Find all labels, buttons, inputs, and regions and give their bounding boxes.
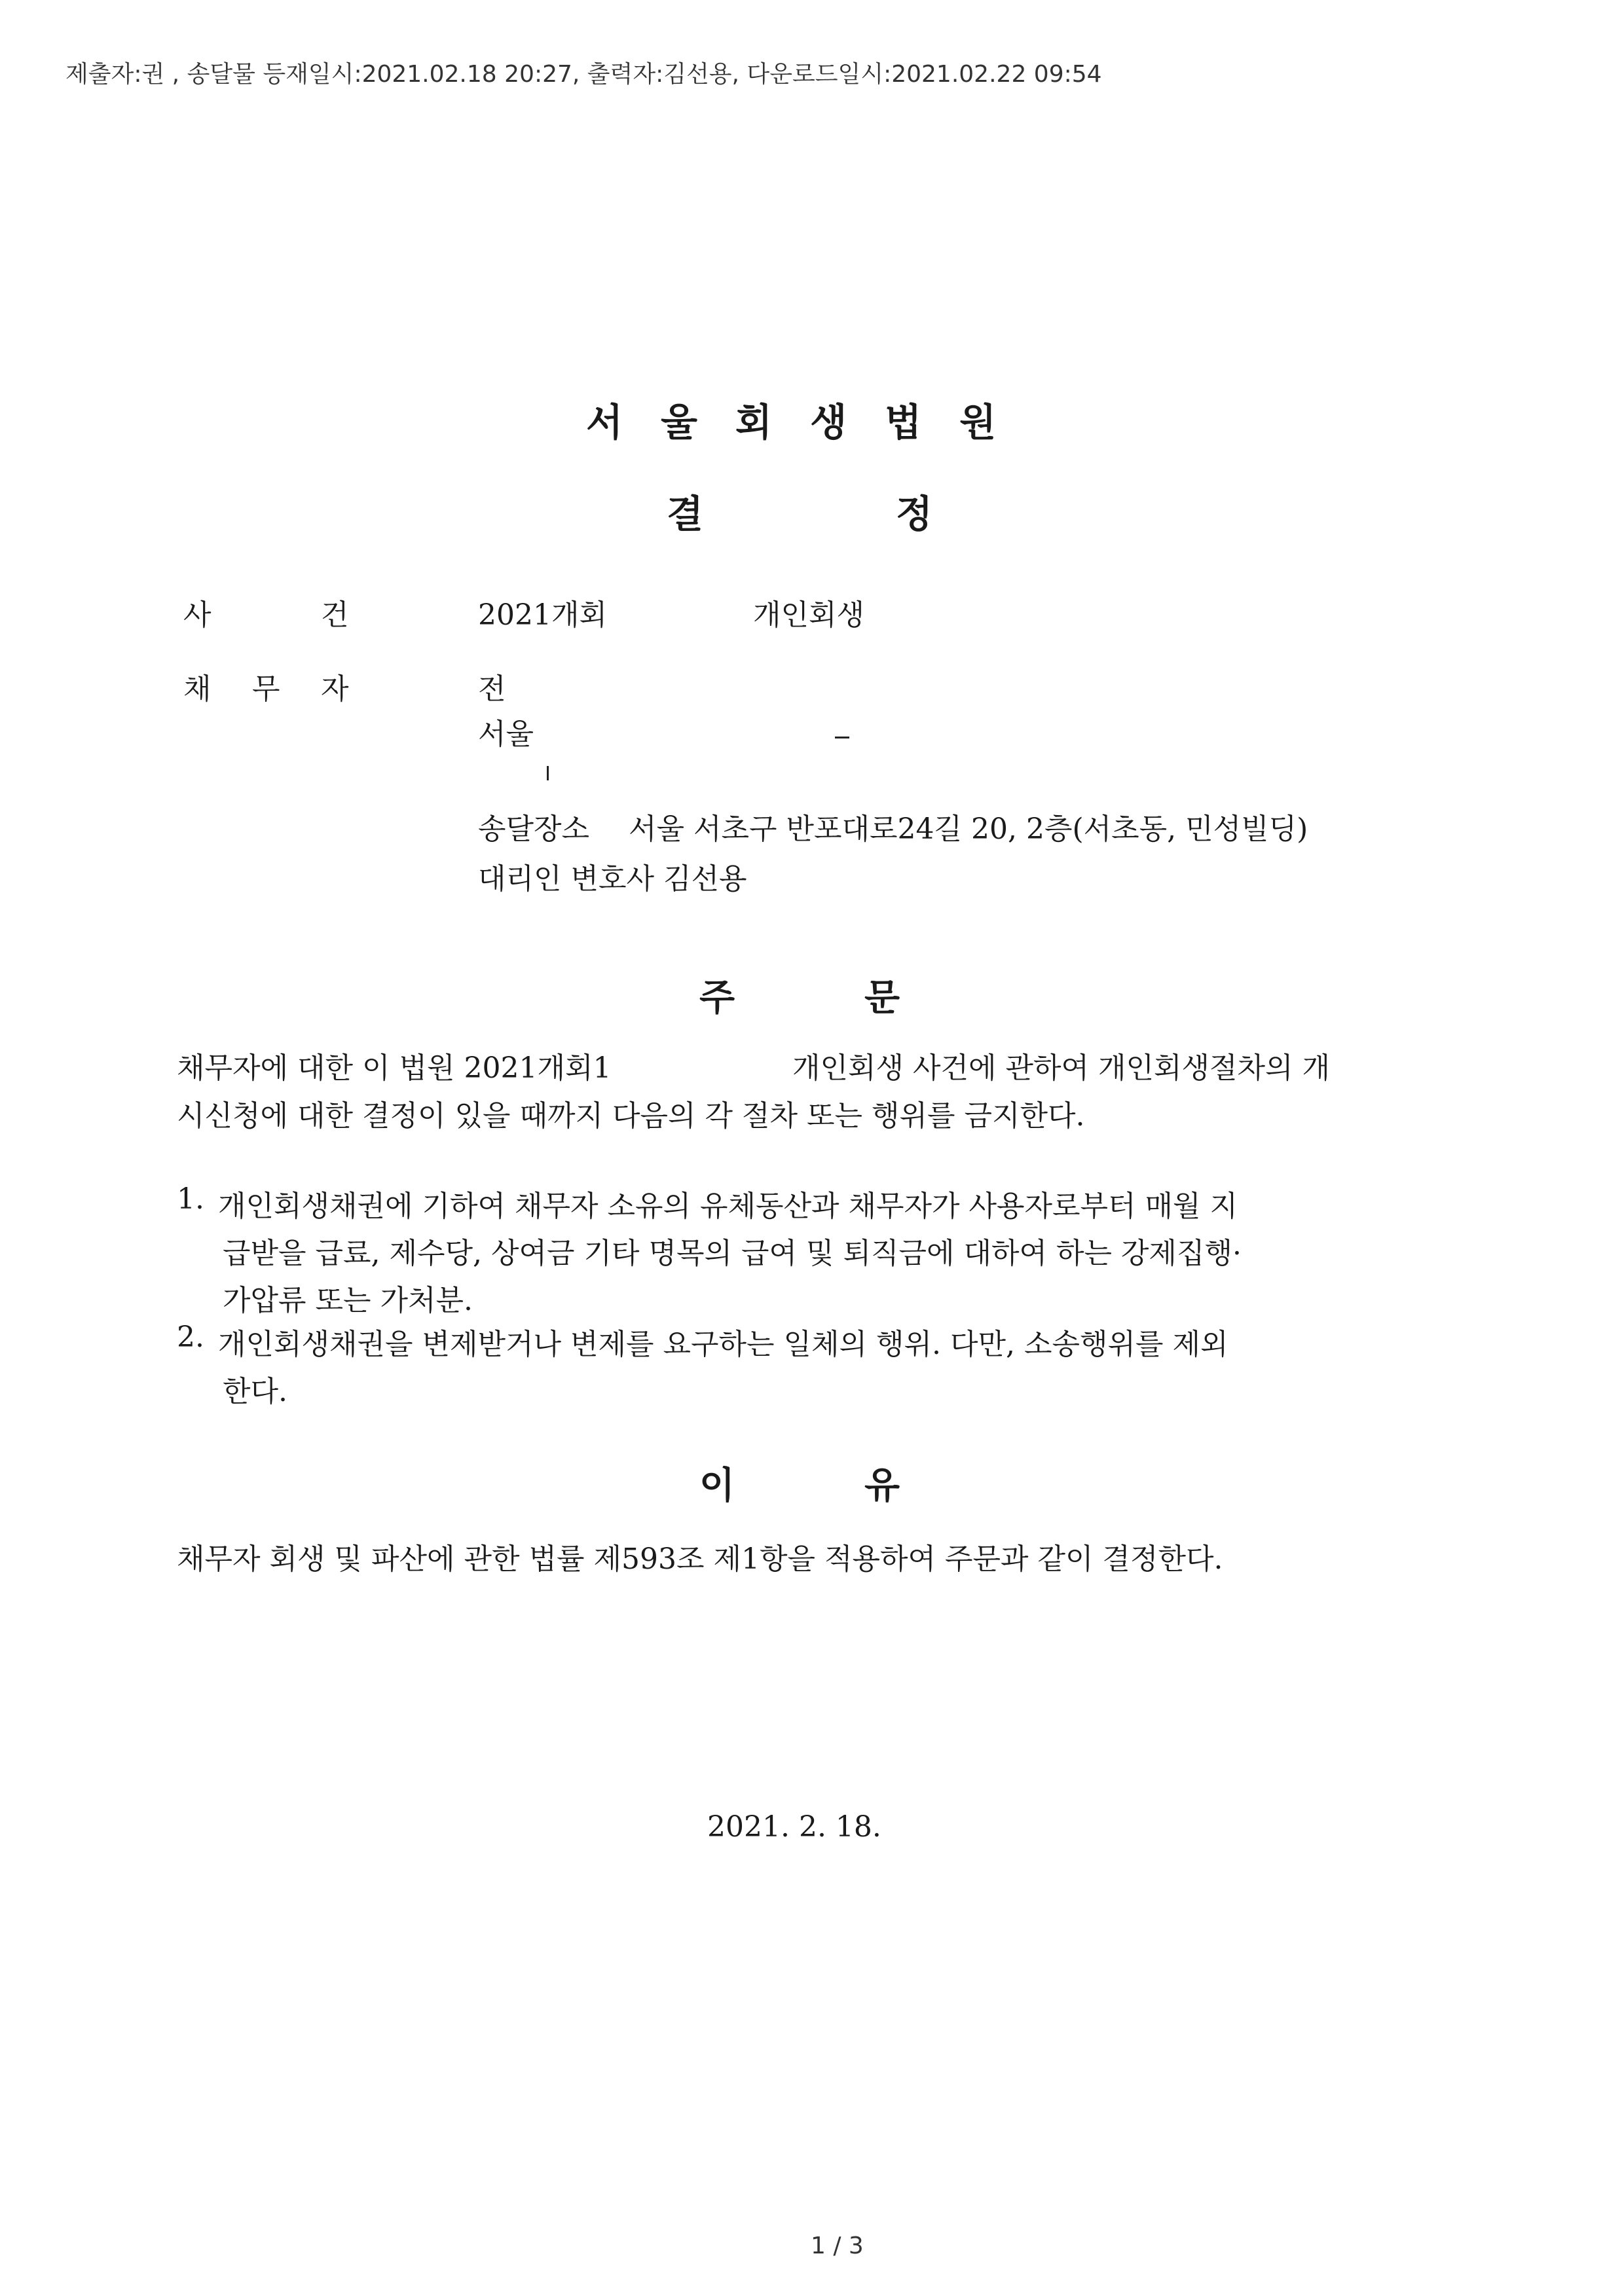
service-address: 서울 서초구 반포대로24길 20, 2층(서초동, 민성빌딩) xyxy=(629,812,1308,846)
debtor-address: 서울 xyxy=(478,718,534,751)
order-item-1-line: 개인회생채권에 기하여 채무자 소유의 유체동산과 채무자가 사용자로부터 매월 지 xyxy=(218,1190,1238,1223)
debtor-label-2: 무 xyxy=(252,672,280,706)
court-name: 서울회생법원 xyxy=(586,400,1035,445)
order-heading-right: 문 xyxy=(864,976,900,1019)
doc-type-right: 정 xyxy=(896,492,933,536)
case-type: 개인회생 xyxy=(753,598,865,632)
order-item-1-number: 1. xyxy=(177,1182,204,1216)
debtor-name: 전 xyxy=(478,672,506,706)
order-intro-part1: 채무자에 대한 이 법원 2021개회1 xyxy=(177,1051,612,1085)
reason-heading-right: 유 xyxy=(864,1464,900,1507)
case-label-1: 사 xyxy=(183,598,212,632)
redaction-residue-mark xyxy=(835,737,849,738)
submission-header: 제출자:권 , 송달물 등재일시:2021.02.18 20:27, 출력자:김선용, 다운로드일시:2021.02.22 09:54 xyxy=(65,61,1102,88)
case-label-2: 건 xyxy=(321,598,349,632)
debtor-label-1: 채 xyxy=(183,672,212,706)
agent: 대리인 변호사 김선용 xyxy=(478,862,747,896)
reason-heading-left: 이 xyxy=(699,1464,735,1507)
doc-type-left: 결 xyxy=(667,492,704,536)
order-item-2-number: 2. xyxy=(177,1321,204,1354)
order-item-2-line: 한다. xyxy=(223,1375,287,1408)
order-item-2-line: 개인회생채권을 변제받거나 변제를 요구하는 일체의 행위. 다만, 소송행위를 제외 xyxy=(218,1328,1228,1361)
decision-date: 2021. 2. 18. xyxy=(707,1810,881,1844)
order-item-1-line: 가압류 또는 가처분. xyxy=(223,1284,473,1317)
redaction-residue-mark xyxy=(547,766,549,780)
order-intro-line2: 시신청에 대한 결정이 있을 때까지 다음의 각 절차 또는 행위를 금지한다. xyxy=(177,1099,1085,1133)
page-number: 1 / 3 xyxy=(811,2232,864,2259)
debtor-label-3: 자 xyxy=(321,672,349,706)
order-heading-left: 주 xyxy=(699,976,735,1019)
reason-text: 채무자 회생 및 파산에 관한 법률 제593조 제1항을 적용하여 주문과 같이 결정한다. xyxy=(177,1542,1223,1576)
order-item-1-line: 급받을 급료, 제수당, 상여금 기타 명목의 급여 및 퇴직금에 대하여 하는 강제집행· xyxy=(223,1237,1242,1270)
service-address-label: 송달장소 xyxy=(478,812,590,846)
order-intro-part2: 개인회생 사건에 관하여 개인회생절차의 개 xyxy=(792,1051,1331,1085)
case-number: 2021개회 xyxy=(478,598,607,632)
